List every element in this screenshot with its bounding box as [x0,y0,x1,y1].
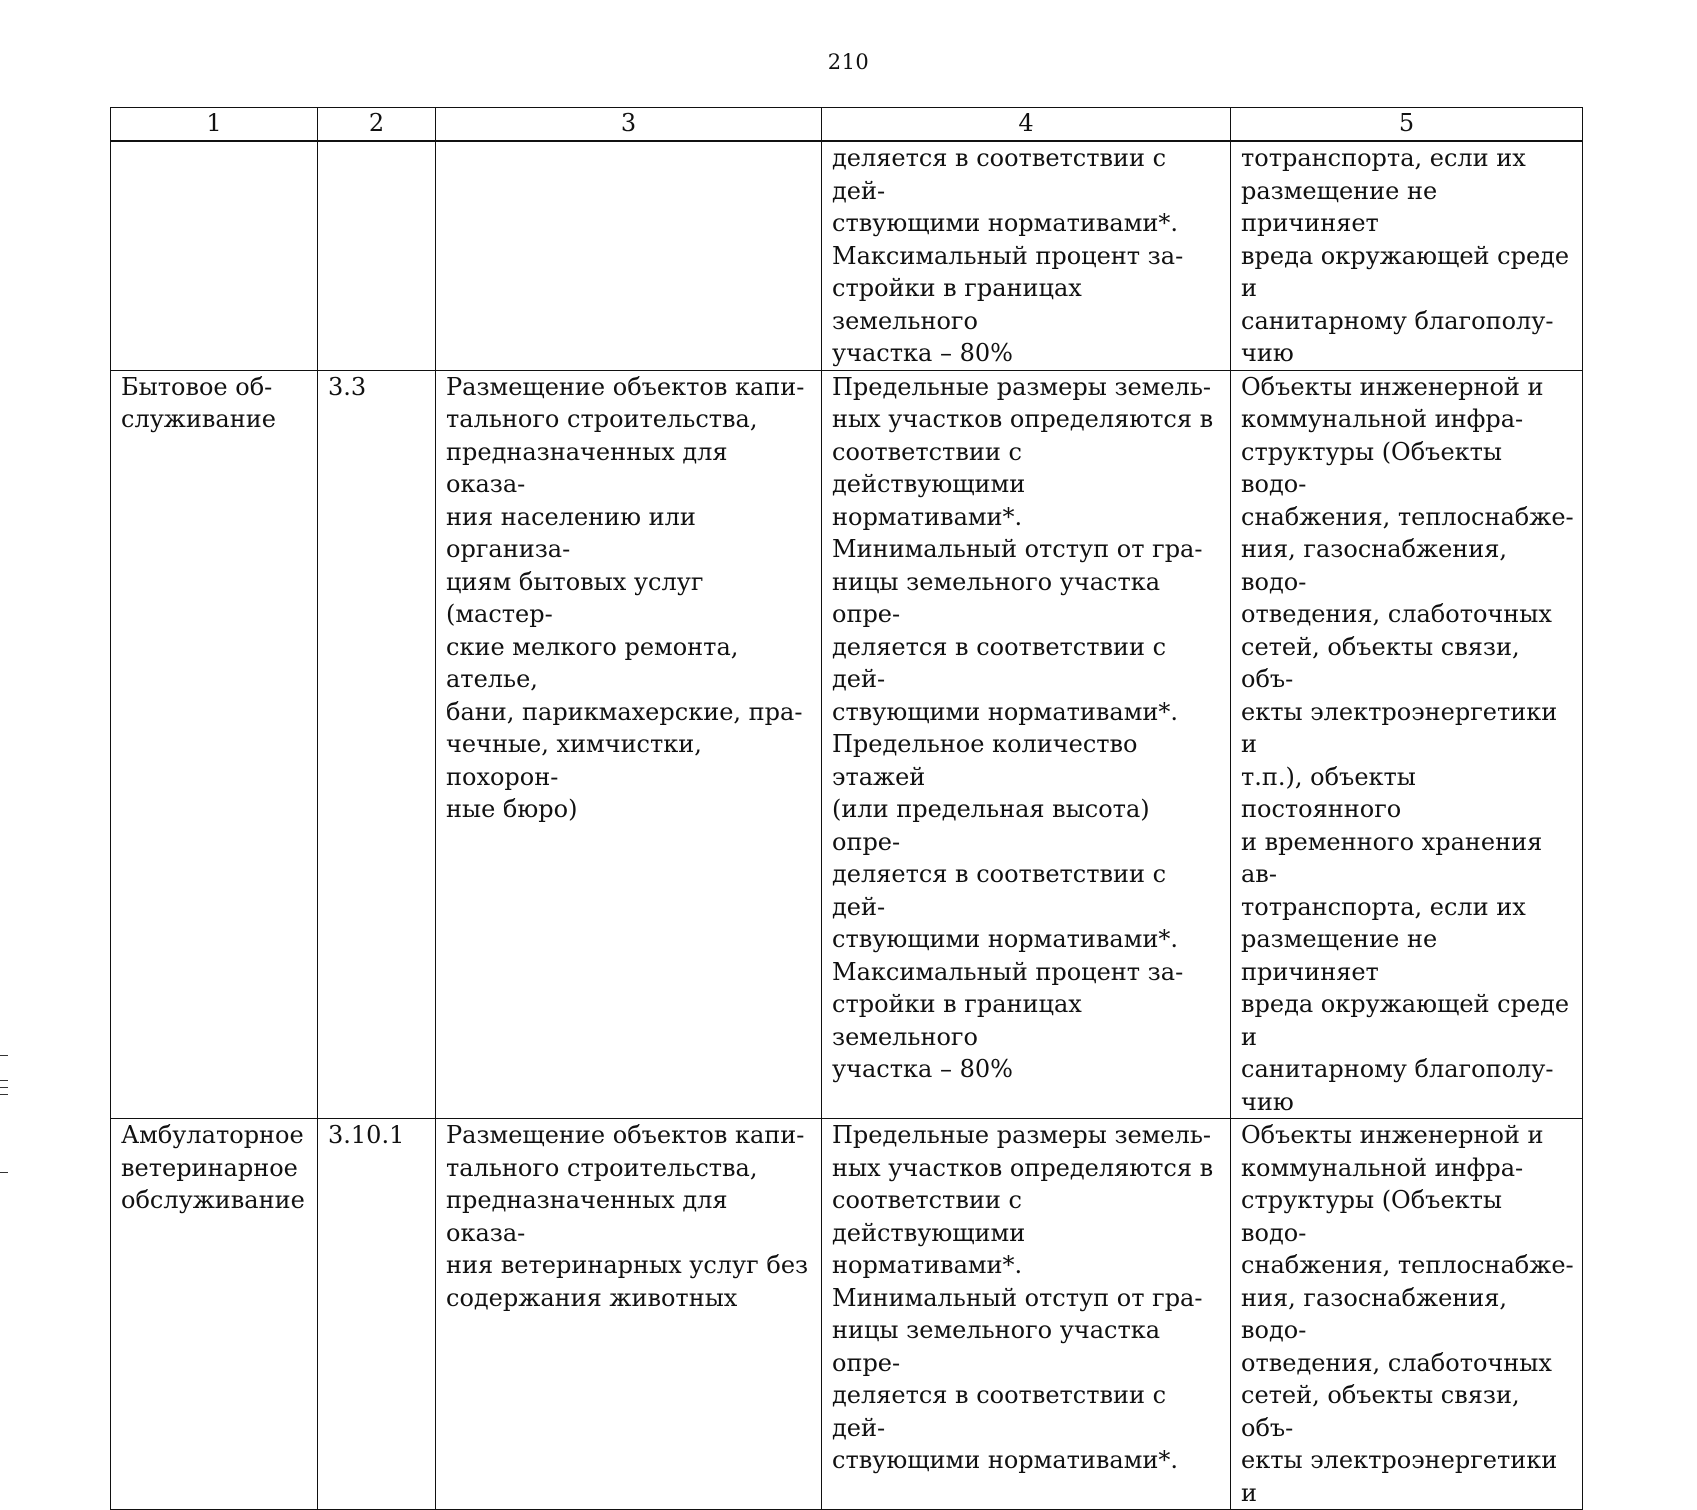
cell-name [111,141,318,370]
cell-code [318,141,436,370]
column-header-2: 2 [318,108,436,142]
cell-parameters [822,1119,1231,1510]
cell-name-text: Бытовое об- служивание [121,372,276,433]
cell-name [111,1119,318,1510]
cell-auxiliary-text: тотранспорта, если их размещение не причиняет вреда окружающей среде и санитарному благополу- чию [1241,144,1570,367]
cell-auxiliary-text: Объекты инженерной и коммунальной инфра- структуры (Объекты водо- снабжения, теплоснабже- ния, газоснабжения, водо- отведения, слаботочных сетей, объекты связи, объ- екты электроэнергетики и [1241,1121,1574,1507]
cell-auxiliary [1231,141,1583,370]
table-row [111,141,1583,370]
cell-description [436,141,822,370]
cell-code [318,1119,436,1510]
margin-mark [0,1087,8,1088]
cell-description-text: Размещение объектов капи- тального строительства, предназначенных для оказа- ния ветеринарных услуг без содержания животных [446,1121,809,1312]
cell-code-text: 3.10.1 [328,1121,405,1149]
column-header-3: 3 [436,108,822,142]
margin-mark [0,1094,8,1095]
cell-description [436,1119,822,1510]
column-header-4: 4 [822,108,1231,142]
cell-parameters-text: Предельные размеры земель- ных участков определяются в соответствии с действующими нормативами*. Минимальный отступ от гра- ницы земельного участка опре- деляется в соответствии с дей- ствующими нормативами*. Предельное количество этажей (или предельная высота) опре- деляется в соответствии с дей- ствующими нормативами*. Максимальный процент за- стройки в границах земельного участка – 80% [832,372,1214,1083]
cell-parameters-text: Предельные размеры земель- ных участков определяются в соответствии с действующими нормативами*. Минимальный отступ от гра- ницы земельного участка опре- деляется в соответствии с дей- ствующими нормативами*. [832,1121,1214,1474]
cell-parameters-text: деляется в соответствии с дей- ствующими нормативами*. Максимальный процент за- стройки в границах земельного участка – 80% [832,144,1184,367]
cell-description [436,370,822,1119]
table-row [111,370,1583,1119]
table-row [111,1119,1583,1510]
cell-code [318,370,436,1119]
margin-mark [0,1172,8,1173]
margin-mark [0,1055,8,1056]
table-header-row [111,108,1583,142]
column-header-5: 5 [1231,108,1583,142]
cell-auxiliary [1231,1119,1583,1510]
cell-auxiliary [1231,370,1583,1119]
cell-code-text: 3.3 [328,372,367,401]
page-number: 210 [827,50,870,74]
cell-name [111,370,318,1119]
column-header-1: 1 [111,108,318,142]
cell-parameters [822,141,1231,370]
zoning-table [110,107,1583,1510]
cell-name-text: Амбулаторное ветеринарное обслуживание [121,1121,305,1214]
cell-description-text: Размещение объектов капи- тального строительства, предназначенных для оказа- ния населению или организа- циям бытовых услуг (мастер- ские мелкого ремонта, ателье, бани, парикмахерские, пра- чечные, химчистки, похорон- ные бюро) [446,372,805,823]
margin-mark [0,1080,8,1081]
cell-auxiliary-text: Объекты инженерной и коммунальной инфра- структуры (Объекты водо- снабжения, теплоснабже- ния, газоснабжения, водо- отведения, слаботочных сетей, объекты связи, объ- екты электроэнергетики и т.п.), объекты постоянного и временного хранения ав- тотранспорта, если их размещение не причиняет вреда окружающей среде и санитарному благополу- чию [1241,372,1574,1116]
cell-parameters [822,370,1231,1119]
